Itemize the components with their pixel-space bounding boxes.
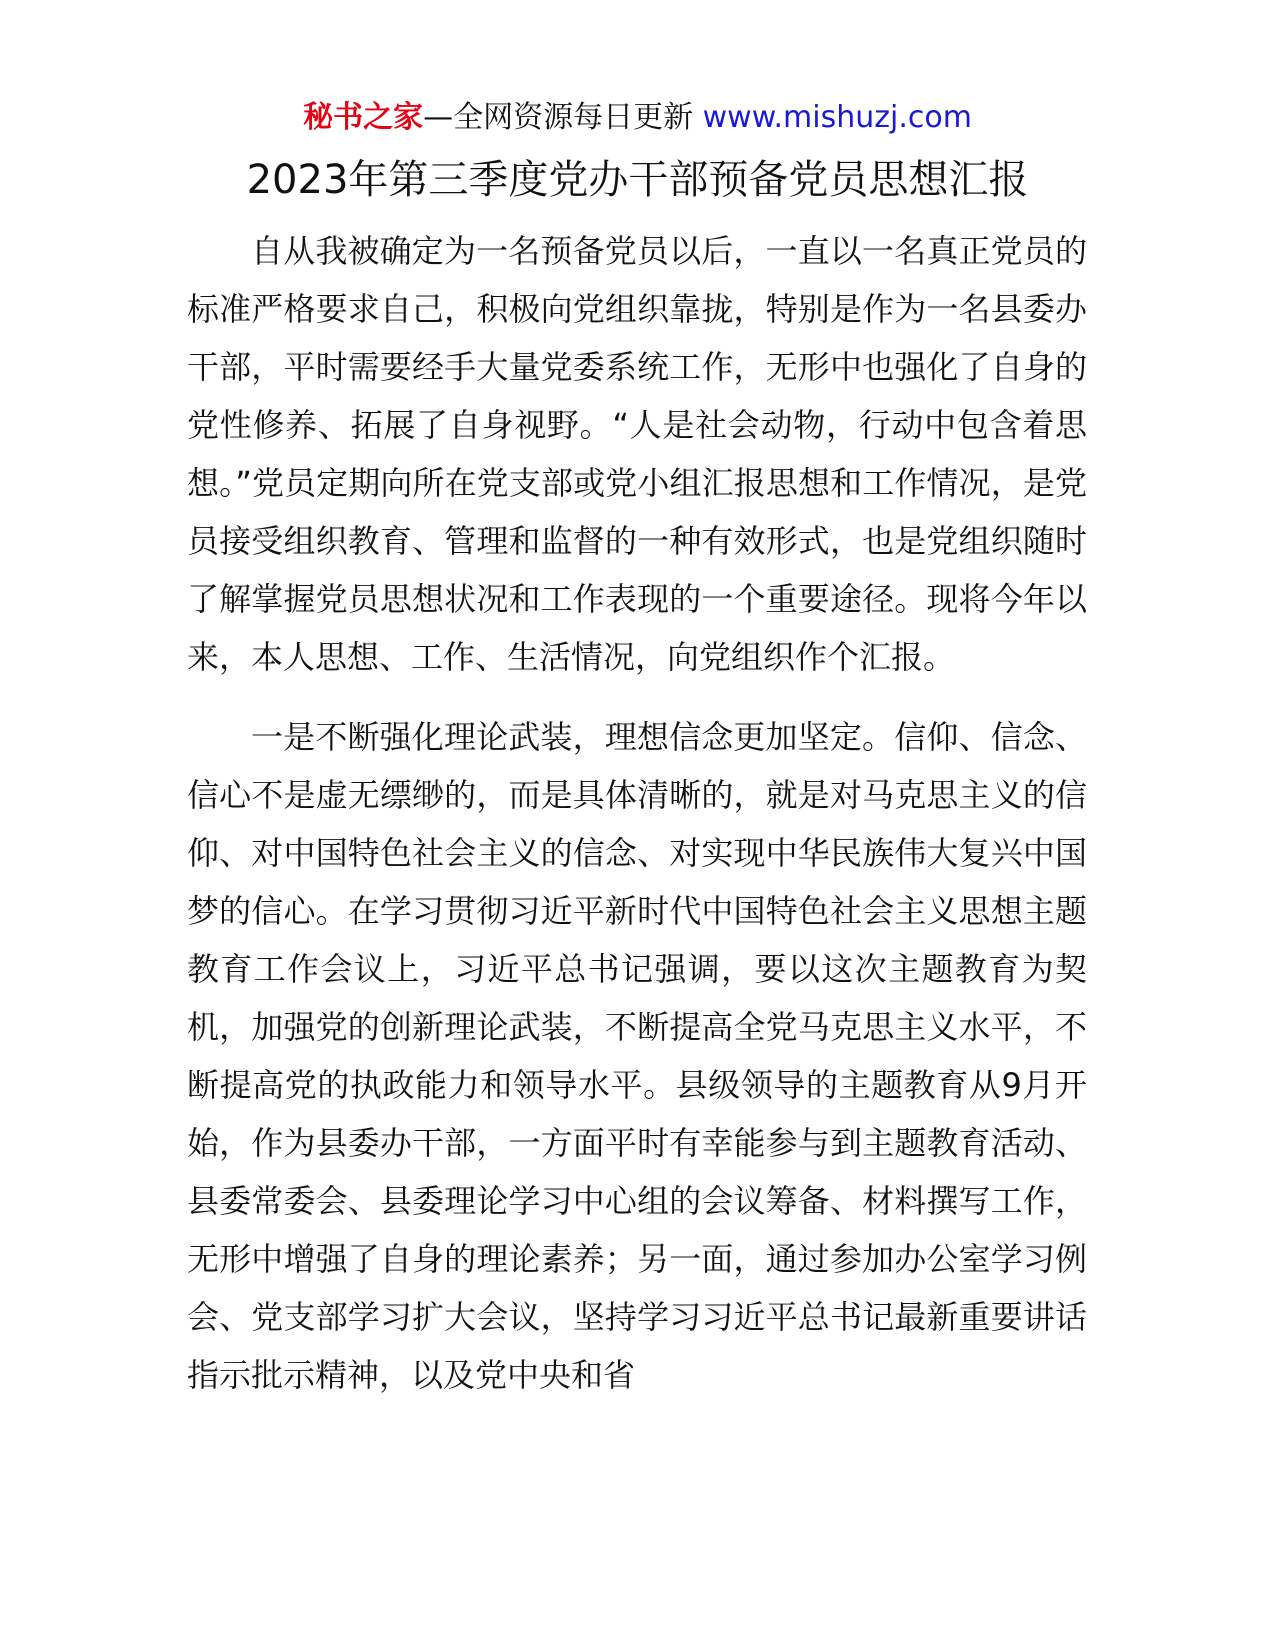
site-url-link[interactable]: www.mishuzj.com <box>702 100 972 135</box>
document-title: 2023年第三季度党办干部预备党员思想汇报 <box>246 157 1029 203</box>
site-slogan: —全网资源每日更新 <box>423 100 703 135</box>
site-header <box>0 98 1275 138</box>
site-brand: 秘书之家 <box>303 100 424 135</box>
paragraph-theory: 一是不断强化理论武装，理想信念更加坚定。信仰、信念、信心不是虚无缥缈的，而是具体清晰的，就是对马克思主义的信仰、对中国特色社会主义的信念、对实现中华民族伟大复兴中国梦的信心。在学习贯彻习近平新时代中国特色社会主义思想主题教育工作会议上，习近平总书记强调，要以这次主题教育为契机，加强党的创新理论武装，不断提高全党马克思主义水平，不断提高党的执政能力和领导水平。县级领导的主题教育从9月开始，作为县委办干部，一方面平时有幸能参与到主题教育活动、县委常委会、县委理论学习中心组的会议筹备、材料撰写工作，无形中增强了自身的理论素养；另一面，通过参加办公室学习例会、党支部学习扩大会议，坚持学习习近平总书记最新重要讲话指示批示精神，以及党中央和省 <box>187 718 1087 1394</box>
paragraph-intro: 自从我被确定为一名预备党员以后，一直以一名真正党员的标准严格要求自己，积极向党组织靠拢，特别是作为一名县委办干部，平时需要经手大量党委系统工作，无形中也强化了自身的党性修养、拓展了自身视野。“人是社会动物，行动中包含着思想。”党员定期向所在党支部或党小组汇报思想和工作情况，是党员接受组织教育、管理和监督的一种有效形式，也是党组织随时了解掌握党员思想状况和工作表现的一个重要途径。现将今年以来，本人思想、工作、生活情况，向党组织作个汇报。 <box>187 232 1087 676</box>
document-body <box>187 222 1087 1426</box>
